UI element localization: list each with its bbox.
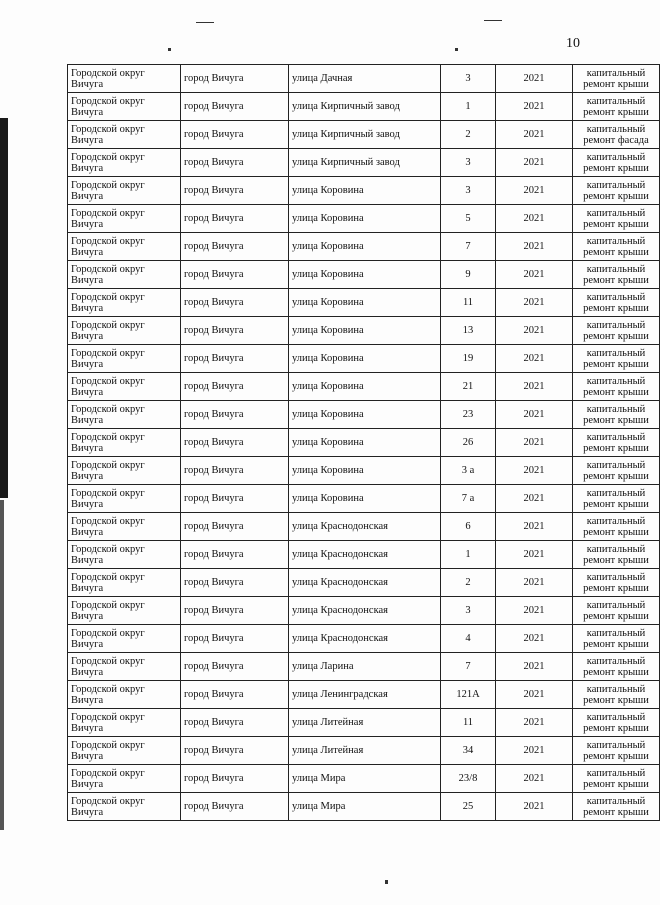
street-cell: улица Коровина xyxy=(289,289,441,317)
district-cell: Городской округ Вичуга xyxy=(68,233,181,261)
city-cell: город Вичуга xyxy=(181,121,289,149)
street-cell: улица Коровина xyxy=(289,401,441,429)
house-number-cell: 2 xyxy=(441,121,496,149)
house-number-cell: 13 xyxy=(441,317,496,345)
city-cell: город Вичуга xyxy=(181,681,289,709)
year-cell: 2021 xyxy=(496,317,573,345)
page-number: 10 xyxy=(566,36,580,51)
year-cell: 2021 xyxy=(496,289,573,317)
district-cell: Городской округ Вичуга xyxy=(68,457,181,485)
district-cell: Городской округ Вичуга xyxy=(68,625,181,653)
street-cell: улица Дачная xyxy=(289,65,441,93)
house-number-cell: 23 xyxy=(441,401,496,429)
year-cell: 2021 xyxy=(496,597,573,625)
city-cell: город Вичуга xyxy=(181,625,289,653)
house-number-cell: 3 xyxy=(441,149,496,177)
work-type-cell: капитальный ремонт крыши xyxy=(573,261,660,289)
work-type-cell: капитальный ремонт крыши xyxy=(573,401,660,429)
table-row xyxy=(68,429,660,457)
street-cell: улица Краснодонская xyxy=(289,597,441,625)
table-row xyxy=(68,233,660,261)
table-row xyxy=(68,317,660,345)
table-row xyxy=(68,401,660,429)
work-type-cell: капитальный ремонт крыши xyxy=(573,793,660,821)
year-cell: 2021 xyxy=(496,569,573,597)
work-type-cell: капитальный ремонт крыши xyxy=(573,457,660,485)
year-cell: 2021 xyxy=(496,765,573,793)
street-cell: улица Краснодонская xyxy=(289,625,441,653)
table-row xyxy=(68,737,660,765)
year-cell: 2021 xyxy=(496,233,573,261)
work-type-cell: капитальный ремонт фасада xyxy=(573,121,660,149)
district-cell: Городской округ Вичуга xyxy=(68,345,181,373)
street-cell: улица Коровина xyxy=(289,177,441,205)
table-row xyxy=(68,261,660,289)
year-cell: 2021 xyxy=(496,485,573,513)
work-type-cell: капитальный ремонт крыши xyxy=(573,205,660,233)
street-cell: улица Коровина xyxy=(289,373,441,401)
year-cell: 2021 xyxy=(496,65,573,93)
scan-edge-shadow xyxy=(0,118,8,498)
district-cell: Городской округ Вичуга xyxy=(68,513,181,541)
table-row xyxy=(68,597,660,625)
house-number-cell: 25 xyxy=(441,793,496,821)
scan-mark xyxy=(484,20,502,21)
district-cell: Городской округ Вичуга xyxy=(68,737,181,765)
year-cell: 2021 xyxy=(496,121,573,149)
street-cell: улица Кирпичный завод xyxy=(289,121,441,149)
city-cell: город Вичуга xyxy=(181,457,289,485)
work-type-cell: капитальный ремонт крыши xyxy=(573,289,660,317)
house-number-cell: 5 xyxy=(441,205,496,233)
work-type-cell: капитальный ремонт крыши xyxy=(573,345,660,373)
work-type-cell: капитальный ремонт крыши xyxy=(573,93,660,121)
repair-registry-table xyxy=(67,64,660,821)
house-number-cell: 23/8 xyxy=(441,765,496,793)
house-number-cell: 9 xyxy=(441,261,496,289)
district-cell: Городской округ Вичуга xyxy=(68,289,181,317)
year-cell: 2021 xyxy=(496,625,573,653)
city-cell: город Вичуга xyxy=(181,541,289,569)
district-cell: Городской округ Вичуга xyxy=(68,205,181,233)
city-cell: город Вичуга xyxy=(181,653,289,681)
table-row xyxy=(68,373,660,401)
year-cell: 2021 xyxy=(496,373,573,401)
table-row xyxy=(68,177,660,205)
table-row xyxy=(68,513,660,541)
city-cell: город Вичуга xyxy=(181,513,289,541)
street-cell: улица Коровина xyxy=(289,317,441,345)
year-cell: 2021 xyxy=(496,205,573,233)
street-cell: улица Мира xyxy=(289,765,441,793)
table-row xyxy=(68,569,660,597)
work-type-cell: капитальный ремонт крыши xyxy=(573,513,660,541)
street-cell: улица Литейная xyxy=(289,709,441,737)
district-cell: Городской округ Вичуга xyxy=(68,401,181,429)
table-row xyxy=(68,121,660,149)
year-cell: 2021 xyxy=(496,681,573,709)
city-cell: город Вичуга xyxy=(181,317,289,345)
year-cell: 2021 xyxy=(496,149,573,177)
work-type-cell: капитальный ремонт крыши xyxy=(573,429,660,457)
street-cell: улица Коровина xyxy=(289,485,441,513)
year-cell: 2021 xyxy=(496,401,573,429)
city-cell: город Вичуга xyxy=(181,65,289,93)
table-row xyxy=(68,65,660,93)
work-type-cell: капитальный ремонт крыши xyxy=(573,485,660,513)
year-cell: 2021 xyxy=(496,261,573,289)
house-number-cell: 34 xyxy=(441,737,496,765)
street-cell: улица Коровина xyxy=(289,345,441,373)
city-cell: город Вичуга xyxy=(181,569,289,597)
street-cell: улица Краснодонская xyxy=(289,541,441,569)
city-cell: город Вичуга xyxy=(181,177,289,205)
work-type-cell: капитальный ремонт крыши xyxy=(573,709,660,737)
city-cell: город Вичуга xyxy=(181,709,289,737)
work-type-cell: капитальный ремонт крыши xyxy=(573,625,660,653)
year-cell: 2021 xyxy=(496,793,573,821)
street-cell: улица Коровина xyxy=(289,429,441,457)
scan-mark xyxy=(196,22,214,23)
district-cell: Городской округ Вичуга xyxy=(68,681,181,709)
work-type-cell: капитальный ремонт крыши xyxy=(573,765,660,793)
district-cell: Городской округ Вичуга xyxy=(68,93,181,121)
city-cell: город Вичуга xyxy=(181,429,289,457)
table-row xyxy=(68,765,660,793)
scan-edge-shadow xyxy=(0,500,4,830)
work-type-cell: капитальный ремонт крыши xyxy=(573,373,660,401)
work-type-cell: капитальный ремонт крыши xyxy=(573,233,660,261)
district-cell: Городской округ Вичуга xyxy=(68,653,181,681)
work-type-cell: капитальный ремонт крыши xyxy=(573,149,660,177)
work-type-cell: капитальный ремонт крыши xyxy=(573,597,660,625)
city-cell: город Вичуга xyxy=(181,485,289,513)
table-row xyxy=(68,681,660,709)
city-cell: город Вичуга xyxy=(181,373,289,401)
house-number-cell: 3 xyxy=(441,177,496,205)
year-cell: 2021 xyxy=(496,93,573,121)
city-cell: город Вичуга xyxy=(181,149,289,177)
house-number-cell: 7 а xyxy=(441,485,496,513)
table-row xyxy=(68,289,660,317)
district-cell: Городской округ Вичуга xyxy=(68,709,181,737)
table-row xyxy=(68,485,660,513)
work-type-cell: капитальный ремонт крыши xyxy=(573,317,660,345)
house-number-cell: 121А xyxy=(441,681,496,709)
street-cell: улица Кирпичный завод xyxy=(289,149,441,177)
house-number-cell: 2 xyxy=(441,569,496,597)
street-cell: улица Краснодонская xyxy=(289,513,441,541)
district-cell: Городской округ Вичуга xyxy=(68,597,181,625)
street-cell: улица Ларина xyxy=(289,653,441,681)
city-cell: город Вичуга xyxy=(181,597,289,625)
house-number-cell: 1 xyxy=(441,541,496,569)
work-type-cell: капитальный ремонт крыши xyxy=(573,177,660,205)
year-cell: 2021 xyxy=(496,541,573,569)
house-number-cell: 11 xyxy=(441,289,496,317)
city-cell: город Вичуга xyxy=(181,401,289,429)
street-cell: улица Кирпичный завод xyxy=(289,93,441,121)
district-cell: Городской округ Вичуга xyxy=(68,541,181,569)
house-number-cell: 6 xyxy=(441,513,496,541)
work-type-cell: капитальный ремонт крыши xyxy=(573,681,660,709)
city-cell: город Вичуга xyxy=(181,261,289,289)
house-number-cell: 4 xyxy=(441,625,496,653)
street-cell: улица Коровина xyxy=(289,233,441,261)
scan-mark xyxy=(168,48,171,51)
table-row xyxy=(68,205,660,233)
street-cell: улица Ленинградская xyxy=(289,681,441,709)
table-body xyxy=(68,65,660,821)
house-number-cell: 11 xyxy=(441,709,496,737)
city-cell: город Вичуга xyxy=(181,737,289,765)
scan-mark xyxy=(385,880,388,884)
district-cell: Городской округ Вичуга xyxy=(68,261,181,289)
work-type-cell: капитальный ремонт крыши xyxy=(573,737,660,765)
year-cell: 2021 xyxy=(496,177,573,205)
table-row xyxy=(68,149,660,177)
house-number-cell: 3 xyxy=(441,597,496,625)
work-type-cell: капитальный ремонт крыши xyxy=(573,569,660,597)
house-number-cell: 7 xyxy=(441,653,496,681)
table-row xyxy=(68,541,660,569)
year-cell: 2021 xyxy=(496,513,573,541)
table-row xyxy=(68,93,660,121)
city-cell: город Вичуга xyxy=(181,93,289,121)
city-cell: город Вичуга xyxy=(181,765,289,793)
street-cell: улица Коровина xyxy=(289,457,441,485)
scan-mark xyxy=(455,48,458,51)
district-cell: Городской округ Вичуга xyxy=(68,65,181,93)
district-cell: Городской округ Вичуга xyxy=(68,485,181,513)
house-number-cell: 3 а xyxy=(441,457,496,485)
city-cell: город Вичуга xyxy=(181,793,289,821)
house-number-cell: 1 xyxy=(441,93,496,121)
district-cell: Городской округ Вичуга xyxy=(68,765,181,793)
district-cell: Городской округ Вичуга xyxy=(68,373,181,401)
table-row xyxy=(68,457,660,485)
district-cell: Городской округ Вичуга xyxy=(68,121,181,149)
street-cell: улица Коровина xyxy=(289,205,441,233)
house-number-cell: 19 xyxy=(441,345,496,373)
district-cell: Городской округ Вичуга xyxy=(68,317,181,345)
table-row xyxy=(68,345,660,373)
year-cell: 2021 xyxy=(496,429,573,457)
street-cell: улица Краснодонская xyxy=(289,569,441,597)
work-type-cell: капитальный ремонт крыши xyxy=(573,65,660,93)
district-cell: Городской округ Вичуга xyxy=(68,177,181,205)
house-number-cell: 26 xyxy=(441,429,496,457)
table-row xyxy=(68,653,660,681)
table-row xyxy=(68,793,660,821)
year-cell: 2021 xyxy=(496,709,573,737)
work-type-cell: капитальный ремонт крыши xyxy=(573,653,660,681)
district-cell: Городской округ Вичуга xyxy=(68,429,181,457)
table-row xyxy=(68,625,660,653)
district-cell: Городской округ Вичуга xyxy=(68,793,181,821)
district-cell: Городской округ Вичуга xyxy=(68,569,181,597)
city-cell: город Вичуга xyxy=(181,289,289,317)
street-cell: улица Литейная xyxy=(289,737,441,765)
district-cell: Городской округ Вичуга xyxy=(68,149,181,177)
street-cell: улица Мира xyxy=(289,793,441,821)
house-number-cell: 3 xyxy=(441,65,496,93)
city-cell: город Вичуга xyxy=(181,345,289,373)
city-cell: город Вичуга xyxy=(181,233,289,261)
work-type-cell: капитальный ремонт крыши xyxy=(573,541,660,569)
table-row xyxy=(68,709,660,737)
year-cell: 2021 xyxy=(496,345,573,373)
year-cell: 2021 xyxy=(496,457,573,485)
year-cell: 2021 xyxy=(496,737,573,765)
house-number-cell: 7 xyxy=(441,233,496,261)
city-cell: город Вичуга xyxy=(181,205,289,233)
year-cell: 2021 xyxy=(496,653,573,681)
house-number-cell: 21 xyxy=(441,373,496,401)
street-cell: улица Коровина xyxy=(289,261,441,289)
